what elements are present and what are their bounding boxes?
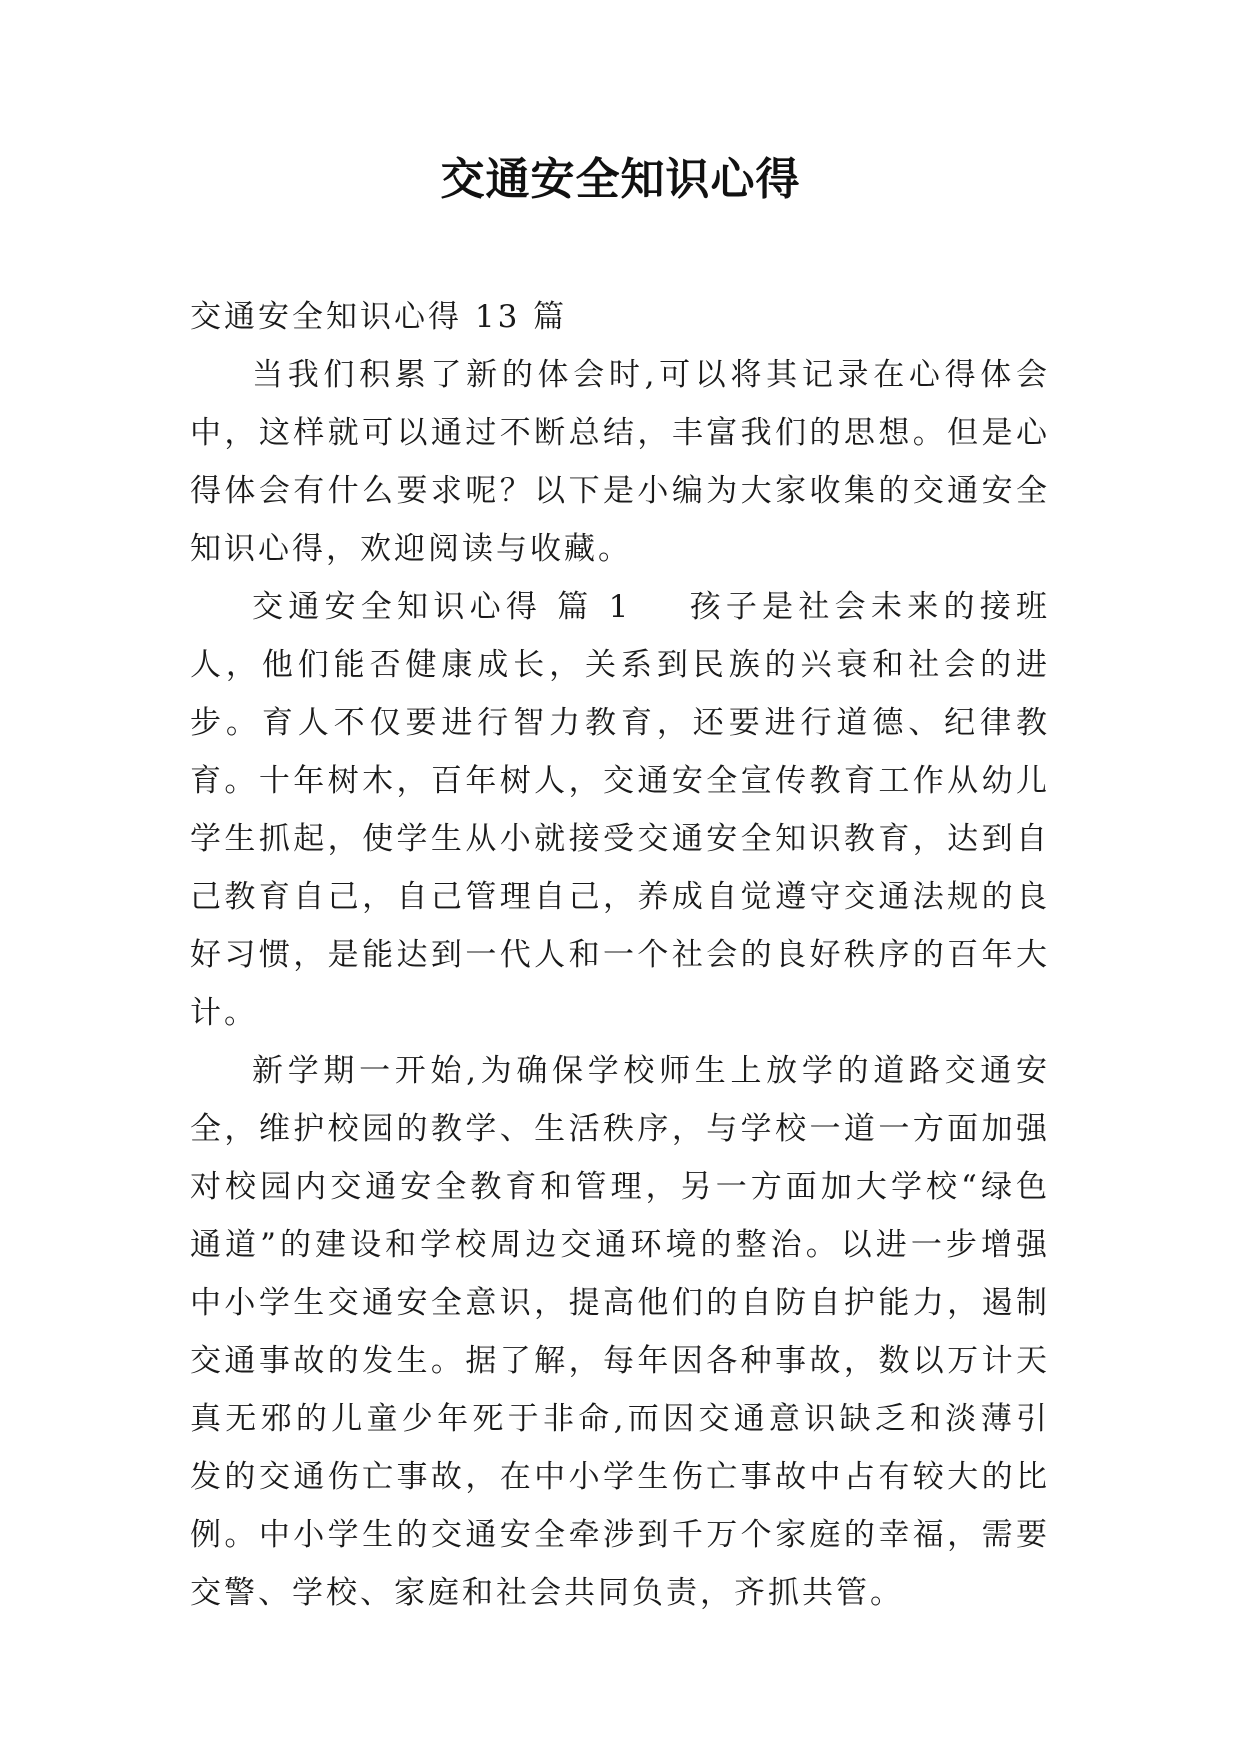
document-subtitle: 交通安全知识心得 13 篇: [190, 299, 568, 335]
section-1-text: 孩子是社会未来的接班人，他们能否健康成长，关系到民族的兴衰和社会的进步。育人不仅要进行智力教育，还要进行道德、纪律教育。十年树木，百年树人，交通安全宣传教育工作从幼儿学生抓起，使学生从小就接受交通安全知识教育，达到自己教育自己，自己管理自己，养成自觉遵守交通法规的良好习惯，是能达到一代人和一个社会的良好秩序的百年大计。: [190, 589, 1051, 1031]
intro-paragraph: 当我们积累了新的体会时,可以将其记录在心得体会中，这样就可以通过不断总结，丰富我们的思想。但是心得体会有什么要求呢？以下是小编为大家收集的交通安全知识心得，欢迎阅读与收藏。: [190, 357, 1050, 567]
section-1-paragraph-2: 新学期一开始,为确保学校师生上放学的道路交通安全，维护校园的教学、生活秩序，与学校一道一方面加强对校园内交通安全教育和管理，另一方面加大学校“绿色通道”的建设和学校周边交通环境的整治。以进一步增强中小学生交通安全意识，提高他们的自防自护能力，遏制交通事故的发生。据了解，每年因各种事故，数以万计天真无邪的儿童少年死于非命,而因交通意识缺乏和淡薄引发的交通伤亡事故，在中小学生伤亡事故中占有较大的比例。中小学生的交通安全牵涉到千万个家庭的幸福，需要交警、学校、家庭和社会共同负责，齐抓共管。: [190, 1053, 1050, 1611]
document-title: 交通安全知识心得: [440, 154, 801, 205]
section-1-heading: 交通安全知识心得 篇 1: [252, 589, 632, 625]
section-1-paragraph-1: [190, 578, 1050, 1042]
document-body: [190, 288, 1050, 1622]
